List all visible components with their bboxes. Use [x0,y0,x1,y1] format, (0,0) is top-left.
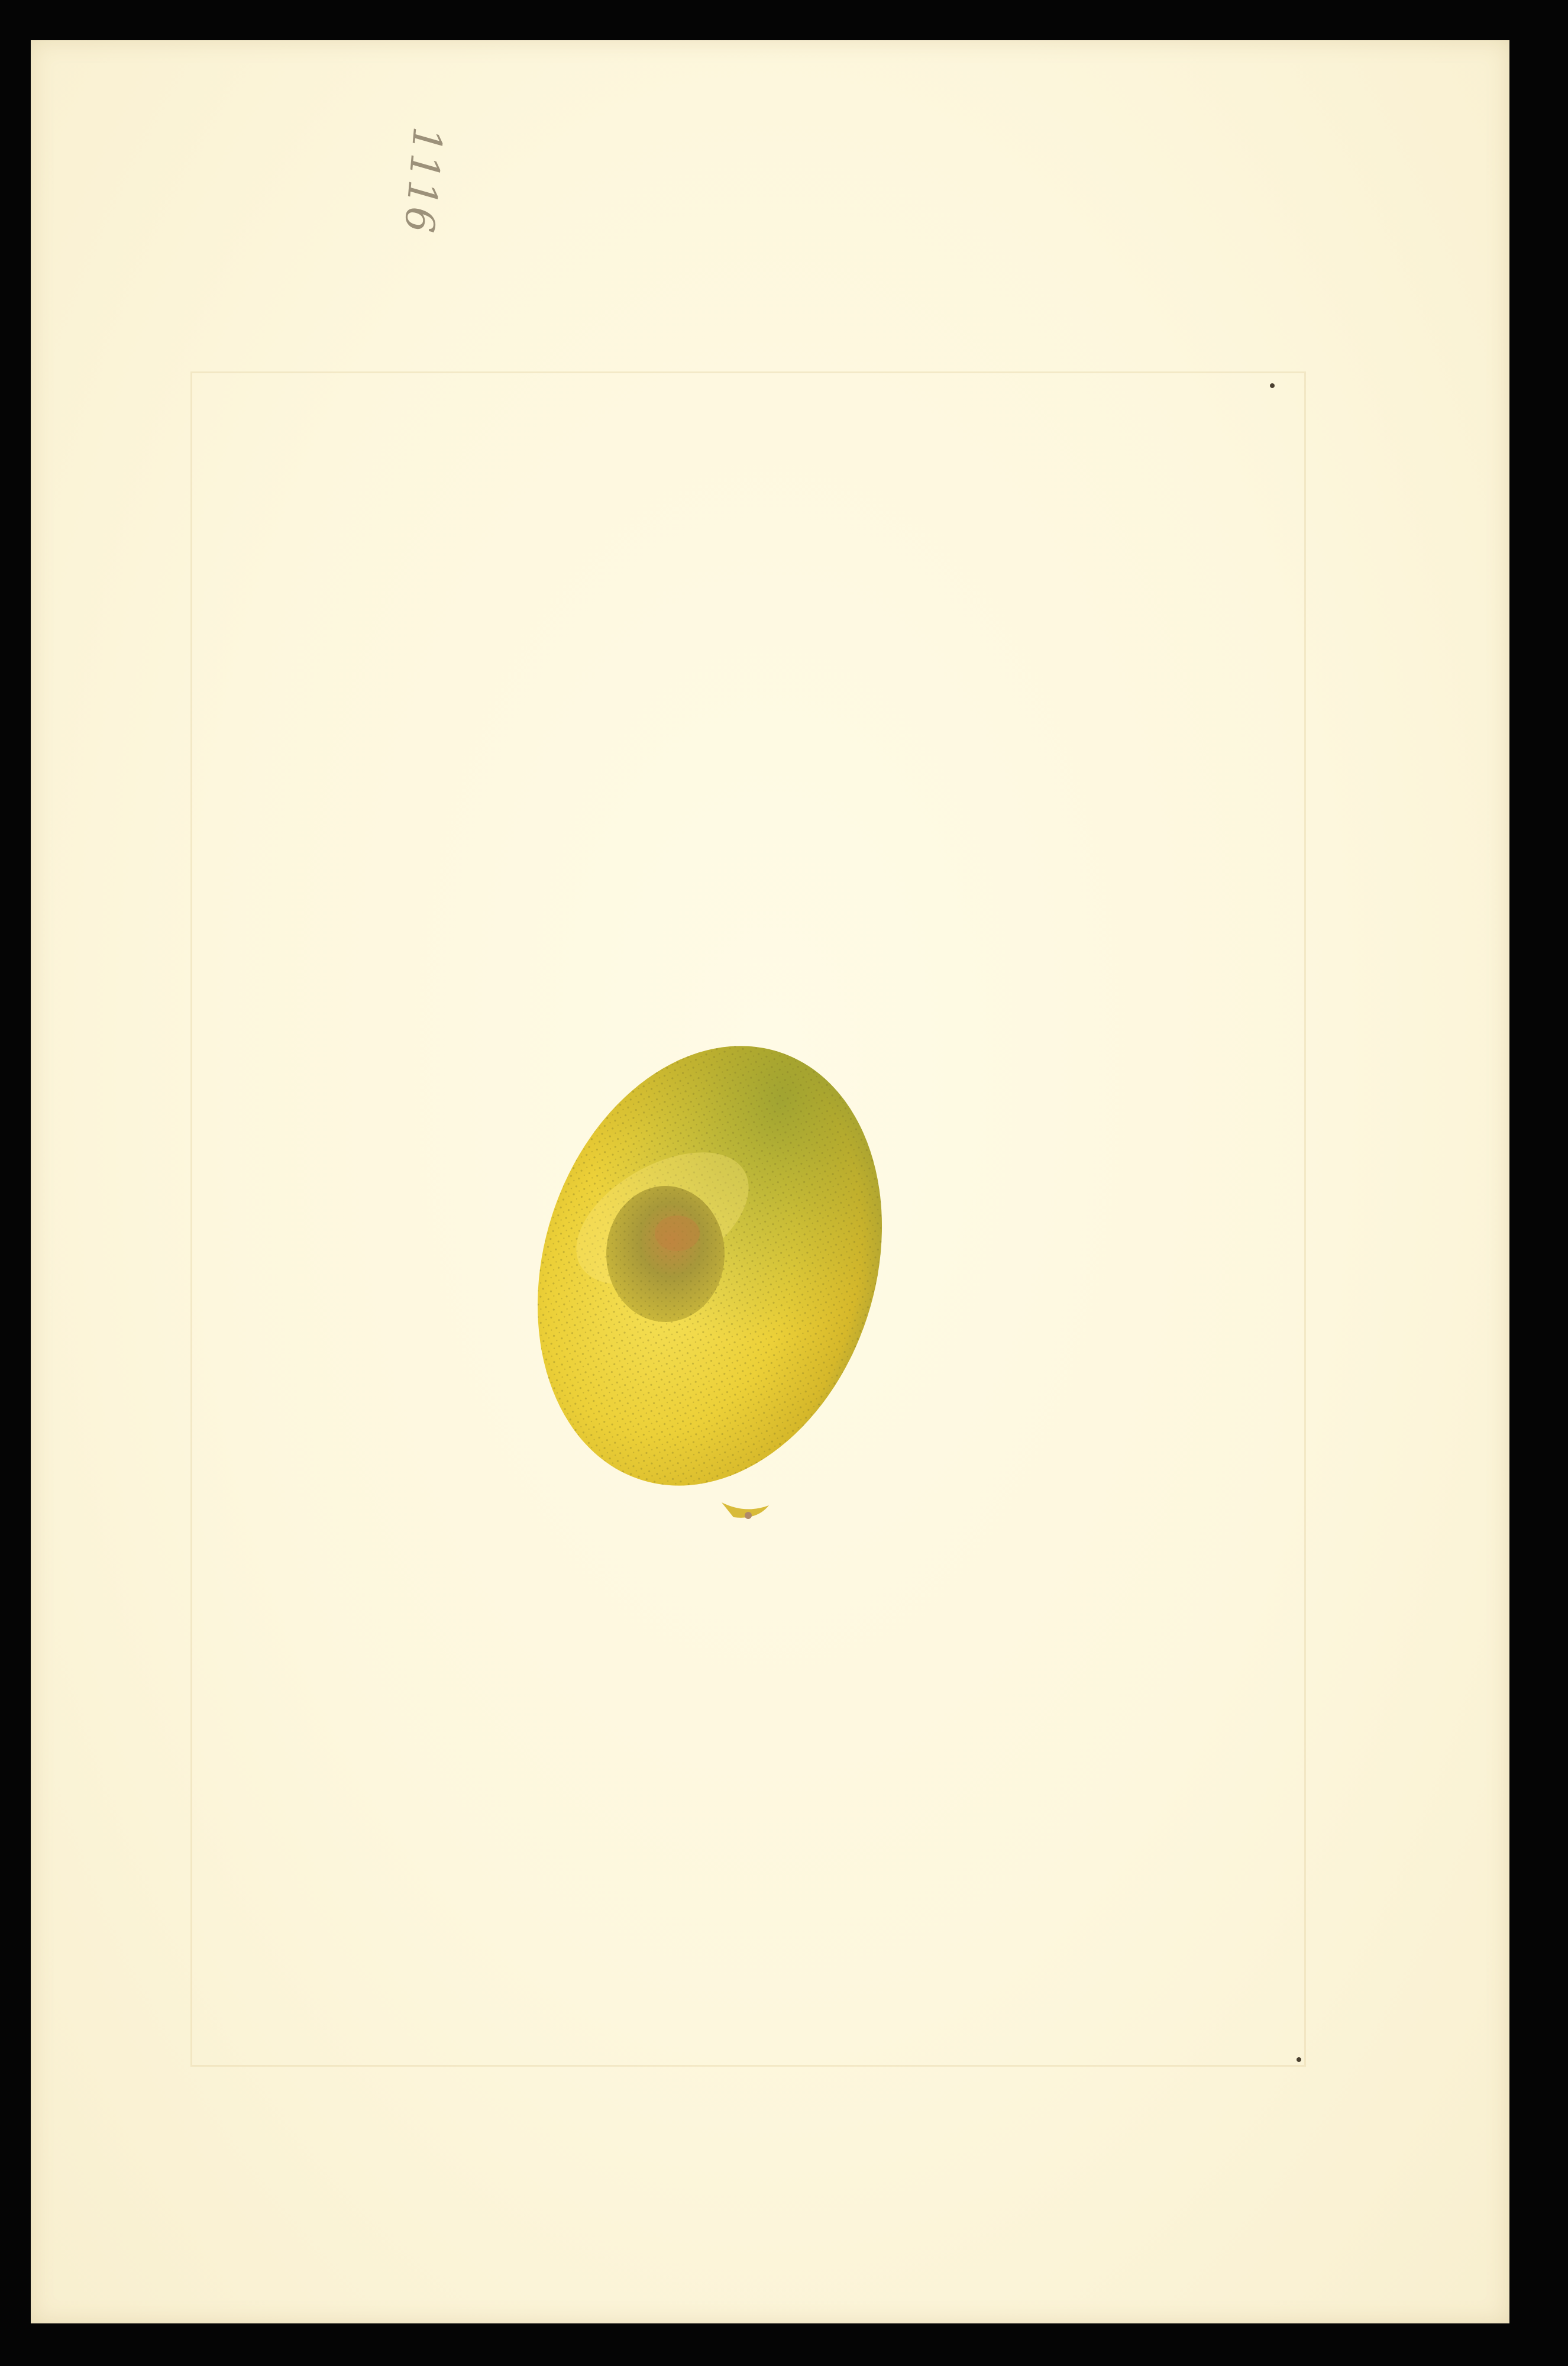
paper-speck [1297,2057,1301,2062]
lemon-illustration [515,1006,940,1526]
blossom-end-texture [606,1186,725,1322]
lemon-svg [515,1006,940,1526]
lemon-rind-texture [515,1006,937,1526]
blossom-center [655,1216,700,1251]
paper-speck [1270,383,1275,388]
stem-tip [745,1512,752,1519]
catalog-number: 1116 [395,125,451,236]
